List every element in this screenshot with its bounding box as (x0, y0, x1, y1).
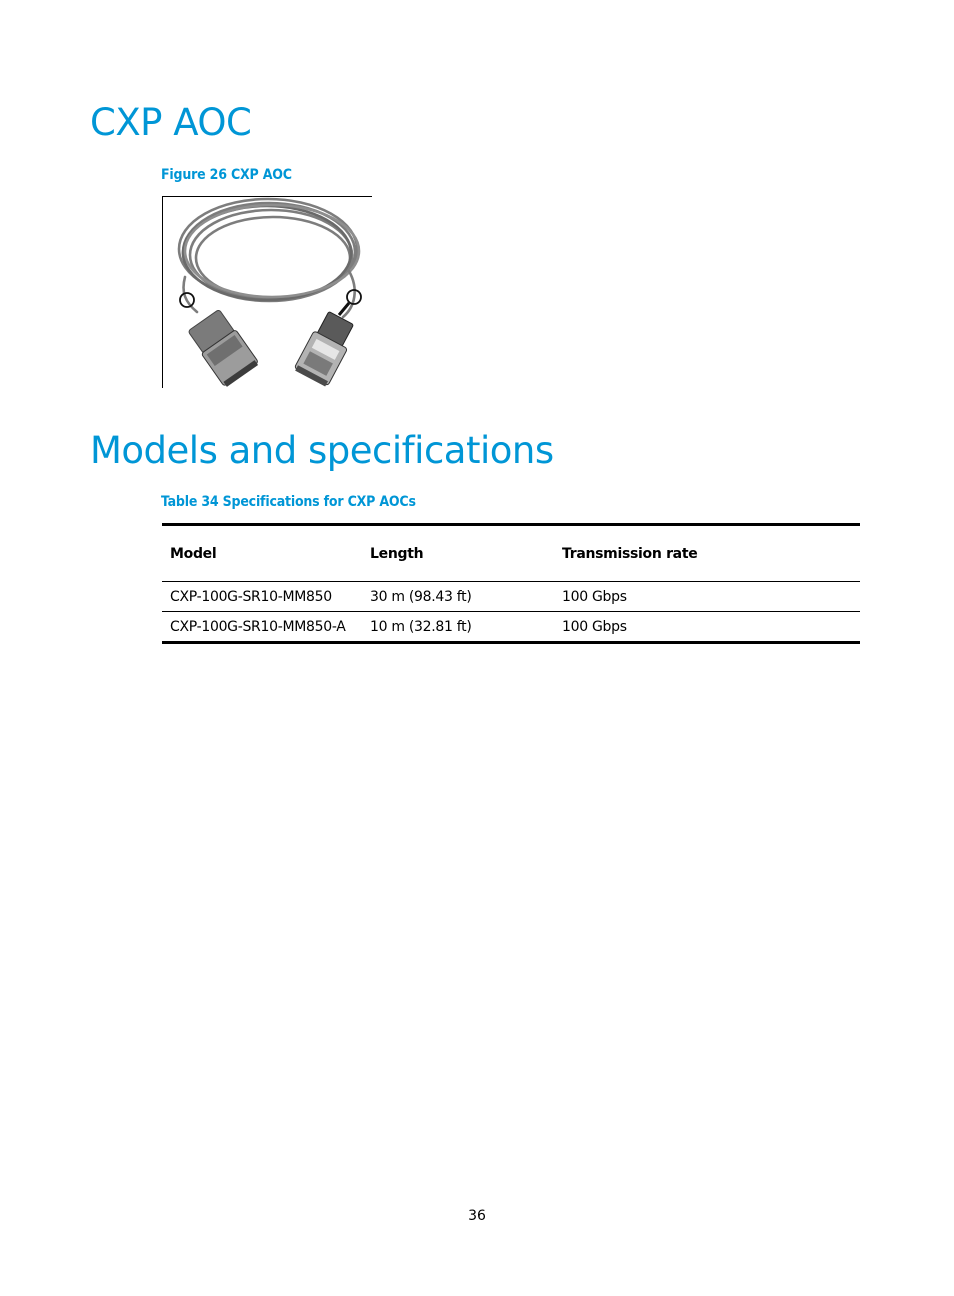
table-row (162, 582, 860, 612)
header-length: Length (370, 545, 424, 562)
specifications-table (162, 523, 860, 644)
table-header-row (162, 525, 860, 582)
table-row (162, 612, 860, 643)
cell-transmission-rate: 100 Gbps (562, 589, 627, 605)
cell-transmission-rate: 100 Gbps (562, 619, 627, 635)
table-caption: Table 34 Specifications for CXP AOCs (161, 494, 416, 510)
header-transmission-rate: Transmission rate (562, 545, 698, 562)
cell-length: 10 m (32.81 ft) (370, 619, 472, 635)
header-model: Model (170, 545, 217, 562)
cell-model: CXP-100G-SR10-MM850 (170, 589, 332, 605)
figure-caption: Figure 26 CXP AOC (161, 167, 292, 183)
cell-length: 30 m (98.43 ft) (370, 589, 472, 605)
cxp-aoc-cable-image (162, 196, 372, 388)
section-title: Models and specifications (90, 429, 554, 472)
page-title: CXP AOC (90, 101, 252, 144)
cell-model: CXP-100G-SR10-MM850-A (170, 619, 346, 635)
page-number: 36 (468, 1208, 486, 1224)
